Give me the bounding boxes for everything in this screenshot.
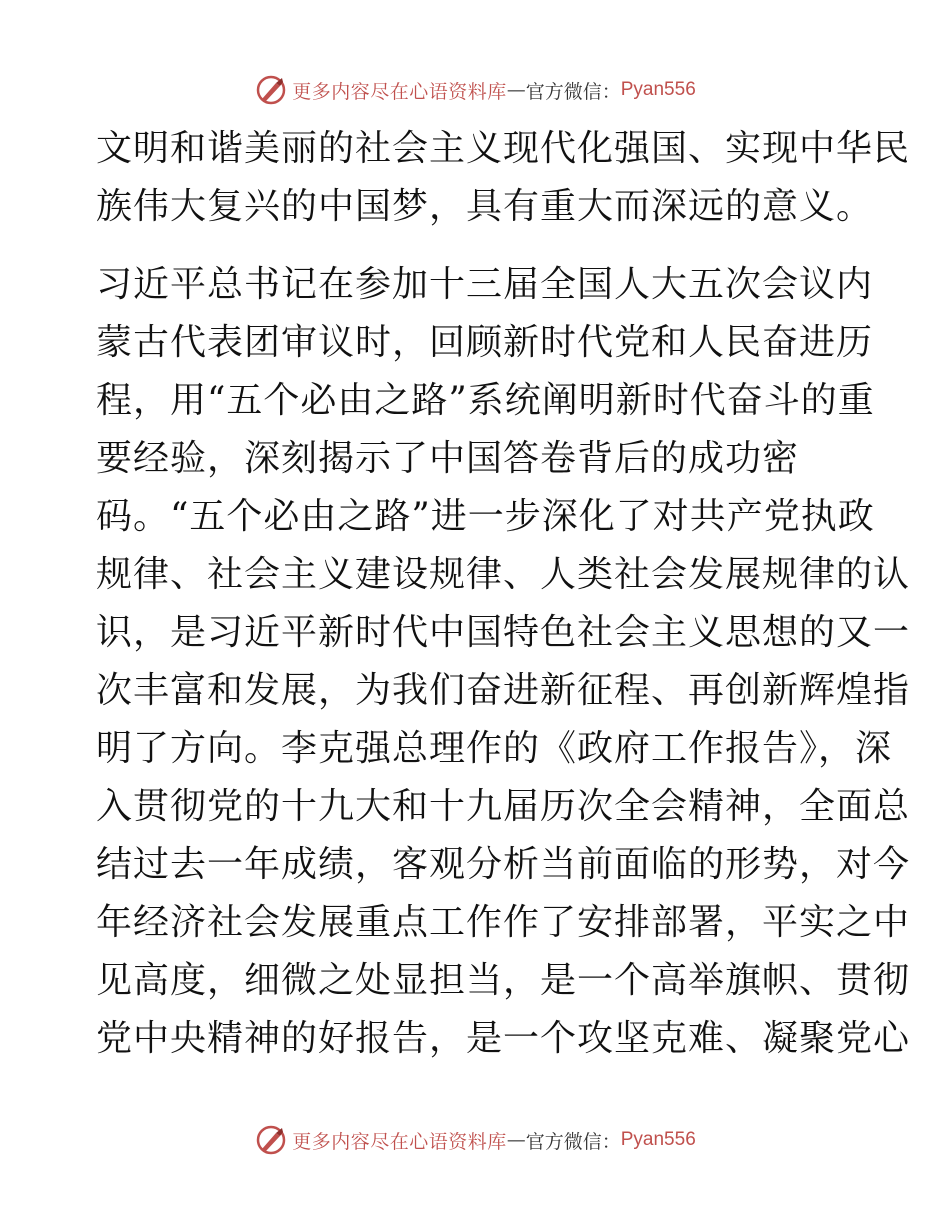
text-line: 识，是习近平新时代中国特色社会主义思想的又一 xyxy=(96,612,911,653)
text-line: 族伟大复兴的中国梦，具有重大而深远的意义。 xyxy=(96,186,874,227)
text-line: 年经济社会发展重点工作作了安排部署，平实之中 xyxy=(96,902,911,943)
header-separator: — xyxy=(506,79,526,101)
text-line: 码。“五个必由之路”进一步深化了对共产党执政 xyxy=(96,496,875,537)
paragraph-gap xyxy=(96,236,856,256)
text-line: 蒙古代表团审议时，回顾新时代党和人民奋进历 xyxy=(96,322,874,363)
text-line: 明了方向。李克强总理作的《政府工作报告》，深 xyxy=(96,728,893,769)
header-wechat-label: 官方微信： xyxy=(525,80,621,103)
text-line: 程，用“五个必由之路”系统阐明新时代奋斗的重 xyxy=(96,380,875,421)
document-body xyxy=(96,120,911,1068)
text-line: 次丰富和发展，为我们奋进新征程、再创新辉煌指 xyxy=(96,670,911,711)
footer-separator: — xyxy=(506,1129,526,1151)
header-banner xyxy=(0,70,950,110)
header-wechat-id: Pyan556 xyxy=(620,79,696,100)
text-line: 习近平总书记在参加十三届全国人大五次会议内 xyxy=(96,264,874,305)
quill-pen-logo-icon xyxy=(254,1123,288,1157)
paragraph xyxy=(96,120,911,236)
text-line: 见高度，细微之处显担当，是一个高举旗帜、贯彻 xyxy=(96,960,911,1001)
quill-pen-logo-icon xyxy=(254,73,288,107)
header-brand: 更多内容尽在心语资料库 xyxy=(292,80,507,103)
text-line: 党中央精神的好报告，是一个攻坚克难、凝聚党心 xyxy=(96,1018,911,1059)
footer-wechat-id: Pyan556 xyxy=(620,1129,696,1150)
footer-wechat-label: 官方微信： xyxy=(525,1130,621,1153)
text-line: 要经验，深刻揭示了中国答卷背后的成功密 xyxy=(96,438,800,479)
text-line: 结过去一年成绩，客观分析当前面临的形势，对今 xyxy=(96,844,911,885)
text-line: 规律、社会主义建设规律、人类社会发展规律的认 xyxy=(96,554,911,595)
text-line: 文明和谐美丽的社会主义现代化强国、实现中华民 xyxy=(96,128,911,169)
paragraph xyxy=(96,256,911,1068)
footer-brand: 更多内容尽在心语资料库 xyxy=(292,1130,507,1153)
footer-banner xyxy=(0,1120,950,1160)
text-line: 入贯彻党的十九大和十九届历次全会精神，全面总 xyxy=(96,786,911,827)
